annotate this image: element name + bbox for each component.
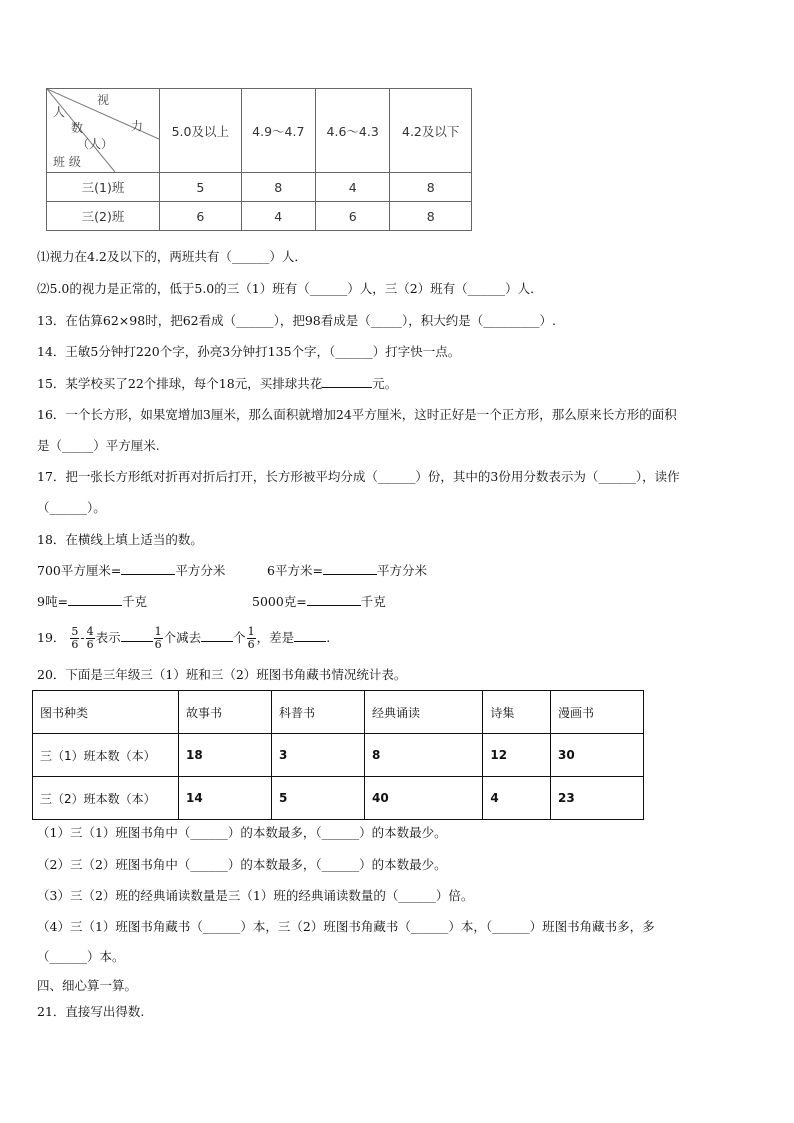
table-header-cell: 图书种类 — [33, 691, 179, 734]
q18-row1-right — [267, 563, 427, 579]
table-header-cell: 漫画书 — [550, 691, 643, 734]
book-table — [32, 690, 644, 820]
q12-part2: ⑵5.0的视力是正常的，低于5.0的三（1）班有（______）人，三（2）班有（______）人． — [37, 281, 543, 296]
q15-text: 15．某学校买了22个排球，每个18元，买排球共花 — [37, 376, 323, 391]
q18-b-unit: 平方分米 — [376, 563, 427, 578]
fraction-1-6: $\frac{1}{6}$ — [154, 625, 162, 651]
corner-class-label: 班 级 — [53, 155, 81, 169]
q20-sub4-line1: （4）三（1）班图书角藏书（______）本，三（2）班图书角藏书（______）本，（______）班图书角藏书多，多 — [37, 919, 655, 934]
q15-blank[interactable] — [322, 376, 372, 388]
fraction-4-6: $\frac{4}{6}$ — [86, 625, 94, 651]
table-row — [33, 691, 644, 734]
question-19 — [37, 622, 330, 654]
q15-unit: 元。 — [372, 376, 398, 391]
row-label: 三(2)班 — [47, 202, 160, 231]
q18-title: 18．在横线上填上适当的数。 — [37, 532, 203, 547]
q18-a-left: 700平方厘米= — [37, 563, 122, 578]
q19-text-1: 表示 — [95, 630, 121, 645]
table-cell: 30 — [550, 734, 643, 777]
q20-title: 20．下面是三年级三（1）班和三（2）班图书角藏书情况统计表。 — [37, 667, 407, 682]
table-cell: 4 — [483, 777, 551, 820]
minus-sign: - — [80, 630, 85, 645]
table-row — [33, 777, 644, 820]
corner-unit-label: （人） — [77, 137, 114, 151]
table-header-cell: 故事书 — [179, 691, 272, 734]
q19-blank-3[interactable] — [294, 630, 326, 642]
q18-row1-left — [37, 563, 225, 579]
table-cell: 12 — [483, 734, 551, 777]
q20-sub1: （1）三（1）班图书角中（______）的本数最多，（______）的本数最少。 — [37, 825, 447, 840]
q19-label: 19． — [37, 630, 66, 645]
table-corner-header — [47, 89, 160, 173]
question-21: 21．直接写出得数. — [37, 1004, 145, 1019]
corner-top-label: 视 — [97, 93, 110, 107]
table-cell: 5 — [272, 777, 365, 820]
q18-c-unit: 千克 — [121, 594, 147, 609]
q19-text-5: . — [326, 630, 331, 645]
table-cell: 8 — [390, 202, 472, 231]
table-cell: 3 — [272, 734, 365, 777]
table-cell: 4 — [315, 173, 389, 202]
col-header: 4.2及以下 — [390, 89, 472, 173]
table-cell: 4 — [241, 202, 315, 231]
q18-row2-left — [37, 594, 147, 610]
q18-d-blank[interactable] — [307, 594, 361, 606]
q18-row2-right — [252, 594, 386, 610]
question-13: 13．在估算62×98时，把62看成（______），把98看成是（_____），积大约是（_________）. — [37, 313, 556, 328]
corner-people-label: 人 — [53, 105, 66, 119]
corner-num-label: 数 — [71, 121, 84, 135]
row-label: 三(1)班 — [47, 173, 160, 202]
vision-table — [46, 88, 472, 231]
col-header: 4.6～4.3 — [315, 89, 389, 173]
question-14: 14．王敏5分钟打220个字，孙亮3分钟打135个字，（______）打字快一点。 — [37, 344, 461, 359]
table-cell: 40 — [365, 777, 483, 820]
q18-a-unit: 平方分米 — [175, 563, 226, 578]
table-row — [33, 734, 644, 777]
table-cell: 8 — [241, 173, 315, 202]
q16-line1: 16．一个长方形，如果宽增加3厘米，那么面积就增加24平方厘米，这时正好是一个正方形，那么原来长方形的面积 — [37, 407, 677, 422]
q19-blank-2[interactable] — [201, 630, 233, 642]
q18-d-left: 5000克= — [252, 594, 307, 609]
table-cell: 三（1）班本数（本） — [33, 734, 179, 777]
section-heading: 四、细心算一算。 — [37, 978, 138, 993]
table-header-cell: 诗集 — [483, 691, 551, 734]
fraction-1-6-b: $\frac{1}{6}$ — [247, 625, 255, 651]
table-cell: 三（2）班本数（本） — [33, 777, 179, 820]
table-cell: 5 — [160, 173, 242, 202]
col-header: 4.9～4.7 — [241, 89, 315, 173]
q20-sub4-line2: （______）本。 — [37, 949, 125, 964]
q17-line2: （______）。 — [37, 500, 106, 515]
q18-a-blank[interactable] — [121, 563, 175, 575]
q17-line1: 17．把一张长方形纸对折再对折后打开，长方形被平均分成（______）份，其中的3份用分数表示为（______），读作 — [37, 469, 680, 484]
corner-right-label: 力 — [131, 119, 144, 133]
table-header-cell: 经典诵读 — [365, 691, 483, 734]
table-cell: 23 — [550, 777, 643, 820]
q20-sub3: （3）三（2）班的经典诵读数量是三（1）班的经典诵读数量的（______）倍。 — [37, 888, 474, 903]
question-15 — [37, 376, 397, 392]
table-cell: 14 — [179, 777, 272, 820]
q18-b-left: 6平方米= — [267, 563, 323, 578]
q19-blank-1[interactable] — [121, 630, 153, 642]
table-header-cell: 科普书 — [272, 691, 365, 734]
q18-d-unit: 千克 — [360, 594, 386, 609]
q20-sub2: （2）三（2）班图书角中（______）的本数最多，（______）的本数最少。 — [37, 857, 447, 872]
fraction-5-6: $\frac{5}{6}$ — [71, 625, 79, 651]
q19-text-4: ，差是 — [256, 630, 295, 645]
q18-c-left: 9吨= — [37, 594, 68, 609]
q12-part1: ⑴视力在4.2及以下的，两班共有（______）人． — [37, 249, 307, 264]
q18-c-blank[interactable] — [68, 594, 122, 606]
table-cell: 6 — [160, 202, 242, 231]
q19-text-3: 个 — [233, 630, 246, 645]
table-cell: 18 — [179, 734, 272, 777]
table-cell: 8 — [365, 734, 483, 777]
table-cell: 8 — [390, 173, 472, 202]
q19-text-2: 个减去 — [163, 630, 202, 645]
table-cell: 6 — [315, 202, 389, 231]
q16-line2: 是（_____）平方厘米. — [37, 438, 160, 453]
q18-b-blank[interactable] — [323, 563, 377, 575]
col-header: 5.0及以上 — [160, 89, 242, 173]
